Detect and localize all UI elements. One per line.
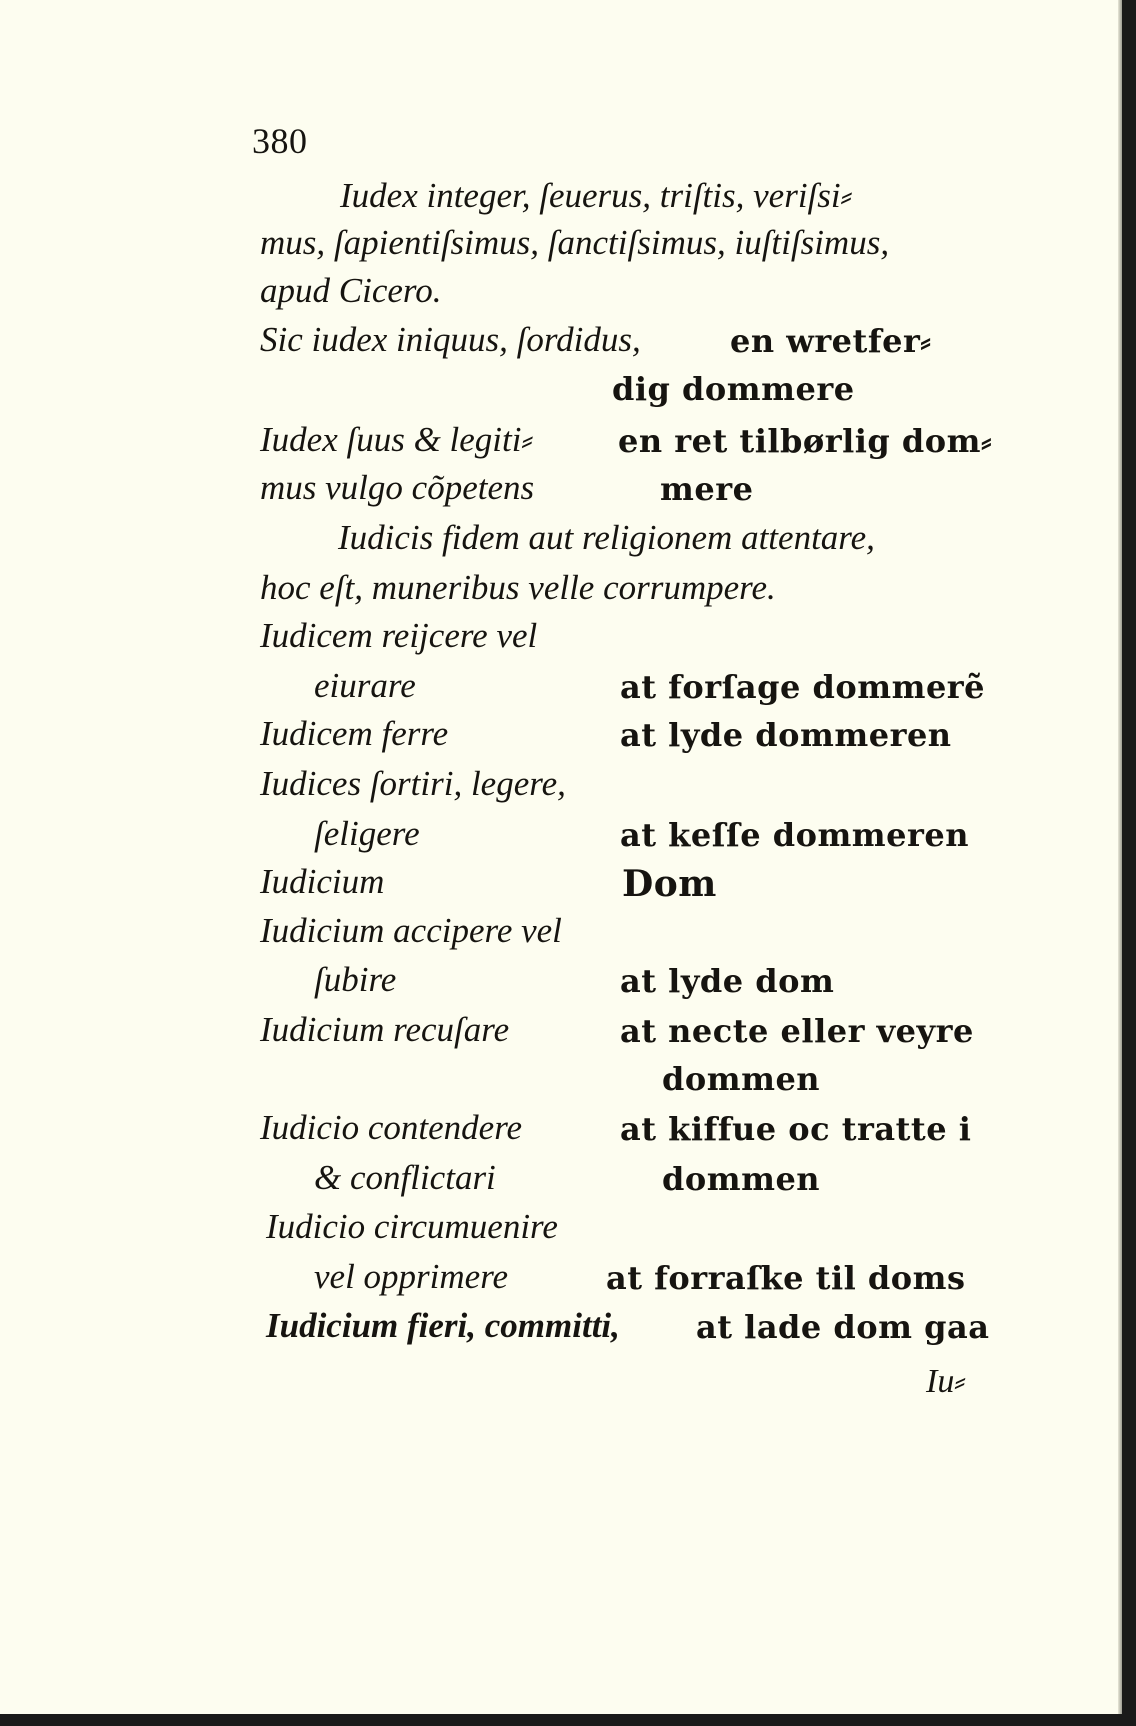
latin-line-24: Iudicium fieri, committi, (266, 1306, 620, 1345)
latin-line-20: Iudicio contendere (260, 1108, 523, 1147)
page-number: 380 (252, 121, 308, 161)
latin-line-17: ſubire (314, 960, 397, 999)
latin-line-7: mus vulgo cõpetens (260, 468, 535, 507)
danish-line-19: dommen (662, 1060, 821, 1098)
latin-line-14: ſeligere (314, 814, 420, 853)
latin-line-2: mus, ſapientiſsimus, ſanctiſsimus, iuſtiſsimus, (260, 223, 890, 262)
latin-line-18: Iudicium recuſare (260, 1010, 510, 1049)
danish-line-18: at necte eller veyre (620, 1012, 974, 1050)
latin-line-10: Iudicem reijcere vel (260, 616, 538, 655)
latin-line-21: & conflictari (314, 1158, 496, 1197)
danish-line-21: dommen (662, 1160, 821, 1198)
latin-line-8: Iudicis fidem aut religionem attentare, (338, 518, 875, 557)
latin-line-16: Iudicium accipere vel (260, 911, 562, 950)
danish-line-24: at lade dom gaa (696, 1308, 990, 1346)
latin-line-15: Iudicium (260, 862, 385, 901)
danish-line-15: Dom (622, 863, 717, 905)
latin-line-1: Iudex integer, ſeuerus, triſtis, veriſsi⸗ (340, 176, 853, 215)
latin-line-13: Iudices ſortiri, legere, (260, 764, 566, 803)
latin-line-4: Sic iudex iniquus, ſordidus, (260, 320, 641, 359)
latin-line-3: apud Cicero. (260, 271, 442, 310)
catchword: Iu⸗ (926, 1363, 966, 1400)
danish-line-17: at lyde dom (620, 962, 835, 1000)
danish-line-7: mere (660, 470, 754, 508)
danish-line-20: at kiffue oc tratte i (620, 1110, 972, 1148)
latin-line-22: Iudicio circumuenire (266, 1207, 558, 1246)
scan-border-right (1122, 0, 1136, 1726)
danish-line-6: en ret tilbørlig dom⸗ (618, 422, 993, 460)
latin-line-9: hoc eſt, muneribus velle corrumpere. (260, 568, 776, 607)
danish-line-14: at keſſe dommeren (620, 816, 969, 854)
danish-line-4: en wretfer⸗ (730, 322, 932, 360)
danish-line-5: dig dommere (612, 370, 855, 408)
danish-line-12: at lyde dommeren (620, 716, 952, 754)
latin-line-6: Iudex ſuus & legiti⸗ (260, 420, 534, 459)
latin-line-12: Iudicem ferre (260, 714, 449, 753)
latin-line-11: eiurare (314, 666, 416, 705)
scan-border-bottom (0, 1714, 1136, 1726)
danish-line-23: at forraſke til doms (606, 1259, 966, 1297)
danish-line-11: at forſage dommerẽ (620, 668, 986, 706)
latin-line-23: vel opprimere (314, 1257, 509, 1296)
